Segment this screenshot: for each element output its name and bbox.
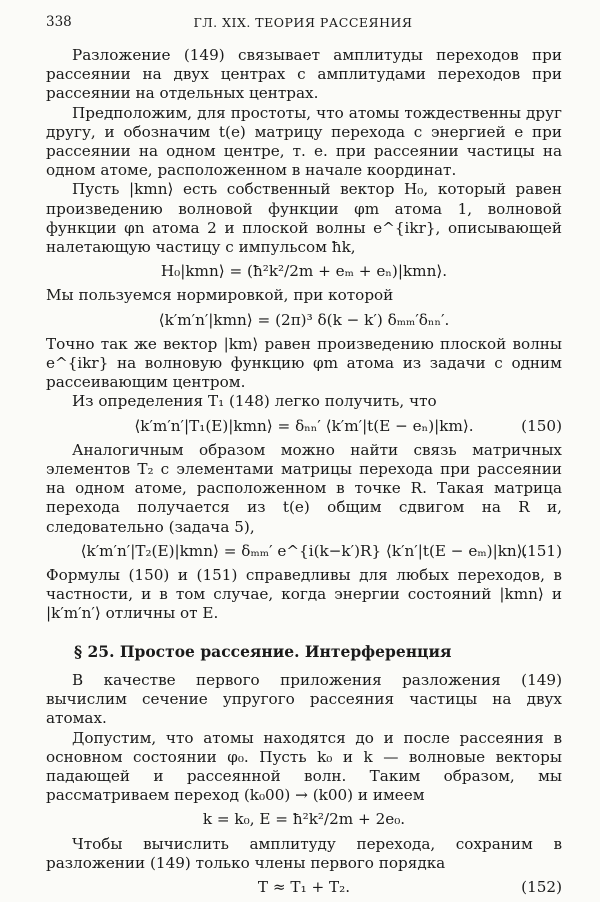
- paragraph-11: Чтобы вычислить амплитуду перехода, сохраним в разложении (149) только члены первого порядка: [46, 834, 562, 872]
- equation-k: k = k₀, E = ħ²k²/2m + 2e₀.: [202, 810, 406, 829]
- equation-151-number: (151): [521, 541, 562, 560]
- equation-152-number: (152): [521, 877, 562, 896]
- equation-150-number: (150): [521, 416, 562, 435]
- equation-152-body: T ≈ T₁ + T₂.: [257, 877, 351, 896]
- section-heading: § 25. Простое рассеяние. Интерференция: [74, 641, 452, 661]
- paragraph-6: Из определения T₁ (148) легко получить, что: [72, 392, 437, 411]
- equation-150-body: ⟨k′m′n′|T₁(E)|kmn⟩ = δₙₙ′ ⟨k′m′|t(E − eₙ)|km⟩.: [134, 416, 474, 435]
- running-title: ГЛ. XIX. ТЕОРИЯ РАССЕЯНИЯ: [193, 15, 413, 30]
- paragraph-8: Формулы (150) и (151) справедливы для любых переходов, в частности, и в том случае, когда энергии состояний |kmn⟩ и |k′m′n′⟩ отличны от E.: [46, 566, 562, 623]
- paragraph-2: Предположим, для простоты, что атомы тождественны друг другу, и обозначим t(e) матрицу перехода с энергией e при рассеянии на одном центре, т. е. при рассеянии частицы на одном атоме, расположенном в начале координат.: [46, 103, 562, 180]
- paragraph-10: Допустим, что атомы находятся до и после рассеяния в основном состоянии φ₀. Пусть k₀ и k — волновые векторы падающей и рассеянной волн. Таким образом, мы рассматриваем переход (k₀00) → (k00) и имеем: [46, 728, 562, 805]
- page-number: 338: [46, 14, 72, 30]
- paragraph-7: Аналогичным образом можно найти связь матричных элементов T₂ с элементами матрицы перехода при рассеянии на одном атоме, расположенном в точке R. Такая матрица перехода получается из t(e) общим сдвигом на R и, следовательно (задача 5),: [46, 440, 562, 536]
- equation-normalization: ⟨k′m′n′|kmn⟩ = (2π)³ δ(k − k′) δₘₘ′δₙₙ′.: [158, 310, 450, 329]
- paragraph-3: Пусть |kmn⟩ есть собственный вектор H₀, который равен произведению волновой функции φm атома 1, волновой функции φn атома 2 и плоской волны e^{ikr}, описывающей налетающую частицу с импульсом ħk,: [46, 180, 562, 257]
- paragraph-4: Мы пользуемся нормировкой, при которой: [46, 286, 394, 305]
- equation-151: [46, 542, 562, 561]
- paragraph-5: Точно так же вектор |km⟩ равен произведению плоской волны e^{ikr} на волновую функцию φm атома из задачи с одним рассеивающим центром.: [46, 334, 562, 392]
- paragraph-9: В качестве первого приложения разложения (149) вычислим сечение упругого рассеяния частицы на двух атомах.: [46, 670, 562, 728]
- equation-151-body: ⟨k′m′n′|T₂(E)|kmn⟩ = δₘₘ′ e^{i(k−k′)R} ⟨k′n′|t(E − eₘ)|kn⟩.: [80, 541, 528, 560]
- equation-h0: H₀|kmn⟩ = (ħ²k²/2m + eₘ + eₙ)|kmn⟩.: [160, 262, 448, 281]
- equation-152: [46, 878, 562, 897]
- paragraph-1: Разложение (149) связывает амплитуды переходов при рассеянии на двух центрах с амплитудами переходов при рассеянии на отдельных центрах.: [46, 46, 562, 103]
- running-header: [46, 14, 560, 36]
- text-body: [46, 46, 562, 902]
- equation-150: [46, 417, 562, 436]
